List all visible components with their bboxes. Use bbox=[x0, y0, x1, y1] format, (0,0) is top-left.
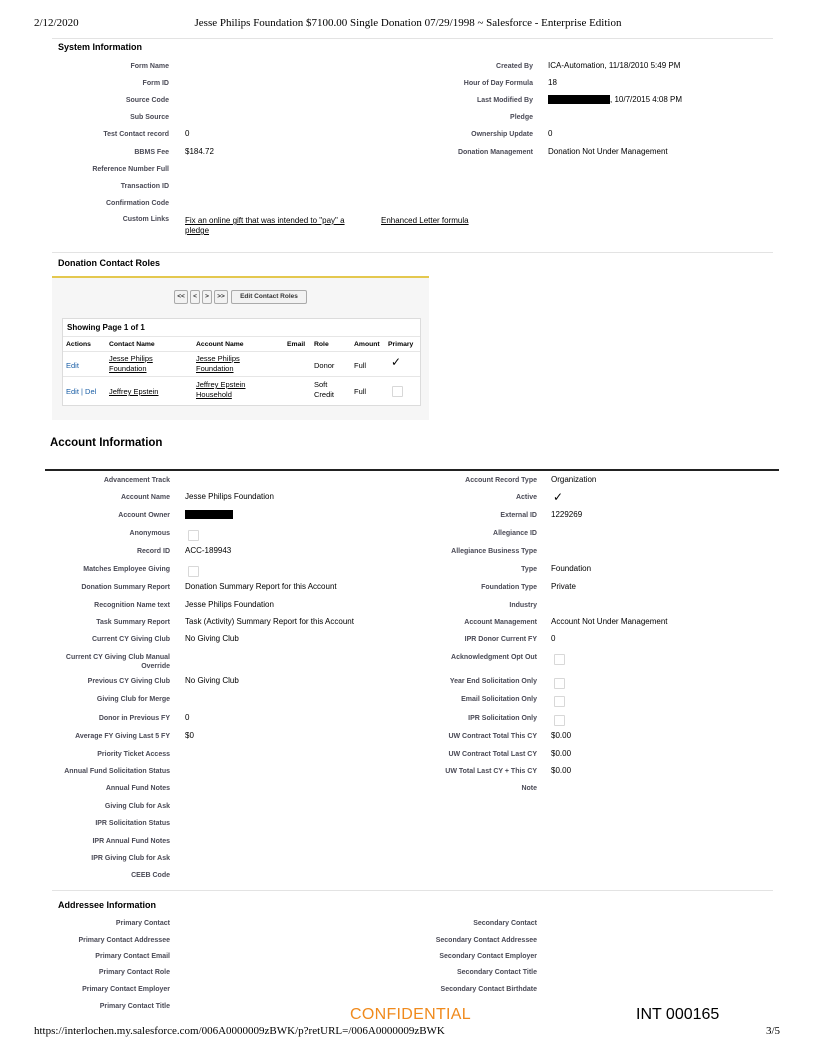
account-info-divider bbox=[45, 469, 779, 471]
col-primary: Primary bbox=[388, 341, 414, 348]
acknowledgment-opt-out-checkbox bbox=[554, 654, 565, 665]
field-label-text: Account Name bbox=[120, 494, 170, 501]
field-label-text: Confirmation Code bbox=[106, 200, 169, 207]
field-label-text: Allegiance ID bbox=[493, 530, 537, 537]
next-page-button[interactable]: > bbox=[202, 290, 212, 304]
table-divider bbox=[63, 351, 420, 352]
field-label bbox=[40, 182, 169, 191]
field-label bbox=[20, 968, 170, 977]
contact-roles-title: Donation Contact Roles bbox=[58, 258, 161, 268]
field-label bbox=[20, 476, 170, 485]
role-line2: Credit bbox=[314, 390, 335, 399]
field-label bbox=[20, 802, 170, 811]
field-value-average-fy-giving-last-5-fy bbox=[185, 731, 194, 740]
field-label bbox=[380, 113, 533, 122]
field-label-text: Task Summary Report bbox=[96, 619, 170, 626]
field-label bbox=[40, 148, 169, 157]
active-checkmark-icon: ✓ bbox=[553, 490, 564, 504]
field-label bbox=[380, 547, 537, 556]
field-label-text: Average FY Giving Last 5 FY bbox=[75, 733, 170, 740]
field-value-foundation-type bbox=[551, 582, 576, 591]
field-value-external-id bbox=[551, 510, 582, 519]
field-label-text: Previous CY Giving Club bbox=[87, 678, 170, 685]
contact-roles-table bbox=[62, 318, 421, 406]
field-value-text: $0 bbox=[185, 731, 194, 740]
field-value-created-by bbox=[548, 61, 680, 70]
field-label bbox=[20, 1002, 170, 1011]
field-label-text: External ID bbox=[500, 512, 537, 519]
role-cell bbox=[314, 380, 334, 400]
field-label bbox=[380, 601, 537, 610]
field-label-text: Acknowledgment Opt Out bbox=[451, 654, 537, 661]
field-label-text: Note bbox=[521, 785, 537, 792]
field-value-text: 18 bbox=[548, 78, 557, 87]
field-value-text: $0.00 bbox=[551, 749, 572, 758]
print-footer bbox=[0, 1025, 816, 1039]
addressee-info-title: Addressee Information bbox=[58, 900, 157, 910]
field-label-text: Annual Fund Solicitation Status bbox=[64, 768, 170, 775]
field-label bbox=[380, 635, 537, 644]
field-label-text: Created By bbox=[496, 63, 533, 70]
field-label-text: Hour of Day Formula bbox=[463, 80, 533, 87]
field-value-recognition-name-text bbox=[185, 600, 274, 609]
email-solicitation-only-checkbox bbox=[554, 696, 565, 707]
field-label-text: Year End Solicitation Only bbox=[449, 678, 537, 685]
field-label bbox=[40, 62, 169, 71]
print-page-number: 3/5 bbox=[765, 1025, 780, 1037]
field-value-donation-management bbox=[548, 147, 668, 156]
col-role: Role bbox=[314, 341, 329, 348]
custom-link-fix-gift-line2[interactable]: pledge bbox=[185, 226, 210, 235]
field-value-donor-in-previous-fy bbox=[185, 713, 189, 722]
field-label-text: Form ID bbox=[142, 80, 169, 87]
field-value-uw-contract-total-last-cy bbox=[551, 749, 571, 758]
field-label-text: Secondary Contact Title bbox=[456, 969, 537, 976]
field-label bbox=[380, 96, 533, 105]
amount-cell: Full bbox=[354, 361, 367, 370]
contact-roles-divider bbox=[52, 252, 773, 253]
field-value-test-contact-record bbox=[185, 129, 189, 138]
redaction-bar bbox=[548, 95, 610, 104]
confidential-stamp: CONFIDENTIAL bbox=[350, 1006, 471, 1023]
header-divider bbox=[52, 38, 773, 39]
field-label-text: Email Solicitation Only bbox=[461, 696, 537, 703]
edit-contact-roles-button[interactable]: Edit Contact Roles bbox=[231, 290, 307, 304]
primary-checkmark-icon: ✓ bbox=[391, 355, 402, 369]
matches-employee-giving-checkbox bbox=[188, 566, 199, 577]
field-label bbox=[40, 165, 169, 174]
field-label-text: Current CY Giving Club bbox=[91, 636, 170, 643]
col-email: Email bbox=[287, 341, 306, 348]
field-value-text: $0.00 bbox=[551, 766, 572, 775]
field-label-text: Current CY Giving Club Manual bbox=[65, 654, 170, 661]
field-value-ipr-donor-current-fy bbox=[551, 634, 555, 643]
field-label bbox=[380, 695, 537, 704]
field-label-text: Primary Contact Email bbox=[95, 953, 170, 960]
field-label-text: Source Code bbox=[125, 97, 169, 104]
contact-roles-related-list bbox=[52, 276, 429, 420]
field-value-text: No Giving Club bbox=[185, 634, 239, 643]
contact-name-line2[interactable]: Foundation bbox=[109, 364, 147, 373]
print-page-title: Jesse Philips Foundation $7100.00 Single Donation 07/29/1998 ~ Salesforce - Enterprise Edition bbox=[194, 17, 622, 29]
field-label-text: Secondary Contact Birthdate bbox=[440, 986, 537, 993]
field-value-account-record-type bbox=[551, 475, 596, 484]
field-label-text: Allegiance Business Type bbox=[451, 548, 537, 555]
field-label bbox=[380, 919, 537, 928]
field-label-text: Donation Management bbox=[457, 149, 533, 156]
field-label-text: Industry bbox=[509, 602, 537, 609]
field-label-text: Primary Contact bbox=[115, 920, 170, 927]
field-value-type bbox=[551, 564, 591, 573]
field-label bbox=[20, 583, 170, 592]
field-label bbox=[380, 583, 537, 592]
field-label-text: Transaction ID bbox=[120, 183, 169, 190]
col-amount: Amount bbox=[354, 341, 380, 348]
field-label bbox=[20, 511, 170, 520]
field-label bbox=[20, 653, 170, 671]
field-label-text: Priority Ticket Access bbox=[97, 751, 170, 758]
field-label bbox=[20, 952, 170, 961]
field-value-ownership-update bbox=[548, 129, 552, 138]
field-label-text: Test Contact record bbox=[103, 131, 169, 138]
field-label-text: CEEB Code bbox=[131, 872, 170, 879]
field-label bbox=[380, 565, 537, 574]
custom-link-enhanced-letter[interactable] bbox=[381, 216, 469, 225]
field-value-account-management bbox=[551, 617, 668, 626]
field-value-hour-of-day-formula bbox=[548, 78, 557, 87]
field-value-text: $184.72 bbox=[185, 147, 214, 156]
field-label bbox=[20, 547, 170, 556]
field-label bbox=[20, 601, 170, 610]
account-name-line1[interactable]: Jeffrey Epstein bbox=[196, 380, 246, 389]
field-label bbox=[20, 635, 170, 644]
field-label bbox=[380, 529, 537, 538]
field-label-text: Primary Contact Role bbox=[98, 969, 170, 976]
field-label bbox=[40, 79, 169, 88]
field-label bbox=[20, 732, 170, 741]
field-label bbox=[20, 854, 170, 863]
field-label bbox=[380, 493, 537, 502]
field-value-text: Donation Not Under Management bbox=[548, 147, 668, 156]
field-label bbox=[20, 819, 170, 828]
field-label-text: Recognition Name text bbox=[94, 602, 170, 609]
field-label-text: Account Record Type bbox=[465, 477, 537, 484]
field-value-text: 0 bbox=[551, 634, 556, 643]
field-label-text: Record ID bbox=[136, 548, 170, 555]
field-label bbox=[380, 767, 537, 776]
redaction-bar bbox=[185, 510, 233, 519]
field-label bbox=[380, 968, 537, 977]
field-value-account-owner bbox=[185, 510, 233, 519]
field-label-text: UW Contract Total This CY bbox=[448, 733, 537, 740]
field-label bbox=[380, 750, 537, 759]
field-label bbox=[380, 714, 537, 723]
field-label bbox=[20, 919, 170, 928]
field-value-text: ICA-Automation, 11/18/2010 5:49 PM bbox=[548, 61, 681, 70]
role-cell: Donor bbox=[314, 361, 335, 370]
system-info-title: System Information bbox=[58, 42, 143, 52]
field-label-text: UW Contract Total Last CY bbox=[448, 751, 537, 758]
field-label bbox=[40, 113, 169, 122]
field-label bbox=[380, 148, 533, 157]
field-value-text: 0 bbox=[548, 129, 553, 138]
field-label-text: Donor in Previous FY bbox=[98, 715, 170, 722]
field-value-account-name bbox=[185, 492, 274, 501]
field-label-text: Anonymous bbox=[129, 530, 170, 537]
account-name-line1[interactable]: Jesse Philips bbox=[196, 354, 240, 363]
field-value-task-summary-report bbox=[185, 617, 354, 626]
field-label-text: BBMS Fee bbox=[134, 149, 169, 156]
field-label bbox=[20, 529, 170, 538]
col-contact-name: Contact Name bbox=[109, 341, 155, 348]
field-value-current-cy-giving-club bbox=[185, 634, 239, 643]
col-account-name: Account Name bbox=[196, 341, 244, 348]
custom-link-fix-gift-line1[interactable]: Fix an online gift that was intended to "pay" a bbox=[185, 216, 345, 225]
field-value-text: Task (Activity) Summary Report for this Account bbox=[185, 617, 354, 626]
field-label-text: Annual Fund Notes bbox=[105, 785, 170, 792]
contact-name-line1[interactable]: Jeffrey Epstein bbox=[109, 387, 159, 396]
field-label bbox=[20, 677, 170, 686]
field-label bbox=[380, 732, 537, 741]
field-label bbox=[380, 511, 537, 520]
role-line1: Soft bbox=[314, 380, 328, 389]
row-divider bbox=[63, 376, 420, 377]
contact-name-link[interactable] bbox=[109, 354, 153, 374]
col-actions: Actions bbox=[66, 341, 91, 348]
field-label bbox=[20, 837, 170, 846]
field-label bbox=[40, 96, 169, 105]
field-value-text: No Giving Club bbox=[185, 676, 239, 685]
field-label-text: Reference Number Full bbox=[92, 166, 169, 173]
field-label-text: IPR Solicitation Status bbox=[95, 820, 170, 827]
print-url: https://interlochen.my.salesforce.com/006A0000009zBWK/p?retURL=/006A0000009zBWK bbox=[34, 1025, 445, 1037]
field-value-text: Jesse Philips Foundation bbox=[185, 600, 274, 609]
field-label bbox=[20, 985, 170, 994]
field-label-text: IPR Giving Club for Ask bbox=[91, 855, 170, 862]
field-label-text: IPR Donor Current FY bbox=[464, 636, 537, 643]
field-label bbox=[380, 936, 537, 945]
table-divider bbox=[63, 336, 420, 337]
field-value-text: ACC-189943 bbox=[185, 546, 232, 555]
field-label bbox=[20, 936, 170, 945]
field-value-text: , 10/7/2015 4:08 PM bbox=[610, 95, 683, 104]
custom-link-fix-gift[interactable] bbox=[185, 216, 375, 236]
field-label-text: Form Name bbox=[130, 63, 169, 70]
field-label bbox=[380, 653, 537, 662]
field-label bbox=[20, 695, 170, 704]
account-name-link[interactable] bbox=[196, 354, 240, 374]
field-label bbox=[380, 62, 533, 71]
field-label bbox=[40, 130, 169, 139]
field-label-text: Last Modified By bbox=[476, 97, 533, 104]
showing-page-text: Showing Page 1 of 1 bbox=[67, 323, 145, 332]
field-value-last-modified-by bbox=[548, 95, 682, 104]
field-label-text: Foundation Type bbox=[481, 584, 537, 591]
field-label-text: Account Owner bbox=[118, 512, 170, 519]
field-value-uw-contract-total-this-cy bbox=[551, 731, 571, 740]
field-label bbox=[380, 784, 537, 793]
field-label bbox=[20, 493, 170, 502]
primary-checkbox bbox=[392, 386, 403, 397]
ipr-solicitation-only-checkbox bbox=[554, 715, 565, 726]
field-value-text: Private bbox=[551, 582, 576, 591]
field-label-text: IPR Solicitation Only bbox=[468, 715, 537, 722]
edit-link[interactable]: Edit bbox=[66, 361, 79, 370]
field-label-text-line2: Override bbox=[141, 663, 170, 670]
bates-number: INT 000165 bbox=[636, 1006, 720, 1023]
year-end-solicitation-only-checkbox bbox=[554, 678, 565, 689]
field-value-text: Account Not Under Management bbox=[551, 617, 668, 626]
field-label bbox=[20, 871, 170, 880]
field-label bbox=[380, 130, 533, 139]
account-name-line2[interactable]: Foundation bbox=[196, 364, 234, 373]
field-label bbox=[20, 565, 170, 574]
field-label bbox=[20, 618, 170, 627]
field-value-text: 1229269 bbox=[551, 510, 583, 519]
field-value-text: Donation Summary Report for this Account bbox=[185, 582, 337, 591]
field-value-text: 0 bbox=[185, 129, 190, 138]
print-date: 2/12/2020 bbox=[34, 17, 79, 29]
field-label bbox=[20, 750, 170, 759]
field-label bbox=[380, 952, 537, 961]
amount-cell: Full bbox=[354, 387, 367, 396]
contact-name-link[interactable] bbox=[109, 387, 158, 396]
field-value-text: $0.00 bbox=[551, 731, 572, 740]
field-label-text: Pledge bbox=[510, 114, 533, 121]
field-label bbox=[380, 476, 537, 485]
contact-name-line1[interactable]: Jesse Philips bbox=[109, 354, 153, 363]
field-label-text: Matches Employee Giving bbox=[83, 566, 170, 573]
field-value-bbms-fee bbox=[185, 147, 214, 156]
account-name-link[interactable] bbox=[196, 380, 245, 400]
field-label-text: UW Total Last CY + This CY bbox=[445, 768, 537, 775]
field-label-text: Ownership Update bbox=[471, 131, 533, 138]
field-label-text: Giving Club for Merge bbox=[96, 696, 170, 703]
field-label bbox=[380, 79, 533, 88]
field-label-text: Advancement Track bbox=[103, 477, 170, 484]
field-label-text: Secondary Contact bbox=[473, 920, 537, 927]
field-label bbox=[40, 199, 169, 208]
field-label bbox=[380, 985, 537, 994]
first-page-button[interactable]: << bbox=[174, 290, 188, 304]
account-name-line2[interactable]: Household bbox=[196, 390, 232, 399]
field-label-text: Giving Club for Ask bbox=[104, 803, 170, 810]
field-label-text: Type bbox=[521, 566, 537, 573]
field-value-record-id bbox=[185, 546, 231, 555]
field-value-donation-summary-report bbox=[185, 582, 337, 591]
print-header bbox=[0, 17, 816, 31]
addressee-divider bbox=[52, 890, 773, 891]
edit-del-links[interactable]: Edit | Del bbox=[66, 387, 97, 396]
field-value-text: Foundation bbox=[551, 564, 592, 573]
field-label bbox=[380, 618, 537, 627]
custom-link-enhanced-letter-text[interactable]: Enhanced Letter formula bbox=[381, 216, 469, 225]
account-info-title: Account Information bbox=[50, 437, 163, 449]
field-label-text: Primary Contact Employer bbox=[82, 986, 170, 993]
field-label-text: Active bbox=[515, 494, 537, 501]
last-page-button[interactable]: >> bbox=[214, 290, 228, 304]
field-label-text: Account Management bbox=[464, 619, 537, 626]
prev-page-button[interactable]: < bbox=[190, 290, 200, 304]
field-label-text: Primary Contact Title bbox=[99, 1003, 170, 1010]
field-label-text: Primary Contact Addressee bbox=[78, 937, 170, 944]
field-label bbox=[20, 767, 170, 776]
field-label-text: IPR Annual Fund Notes bbox=[92, 838, 170, 845]
field-label bbox=[20, 784, 170, 793]
field-label bbox=[380, 677, 537, 686]
field-label-text: Secondary Contact Addressee bbox=[435, 937, 537, 944]
field-label-text: Donation Summary Report bbox=[81, 584, 170, 591]
field-value-previous-cy-giving-club bbox=[185, 676, 239, 685]
field-value-text: 0 bbox=[185, 713, 190, 722]
field-label-text: Sub Source bbox=[130, 114, 169, 121]
field-value-text: Jesse Philips Foundation bbox=[185, 492, 274, 501]
field-value-uw-total-last-cy-this-cy bbox=[551, 766, 571, 775]
custom-links-label: Custom Links bbox=[122, 216, 169, 223]
anonymous-checkbox bbox=[188, 530, 199, 541]
field-value-text: Organization bbox=[551, 475, 597, 484]
field-label bbox=[20, 714, 170, 723]
field-label-text: Secondary Contact Employer bbox=[439, 953, 537, 960]
